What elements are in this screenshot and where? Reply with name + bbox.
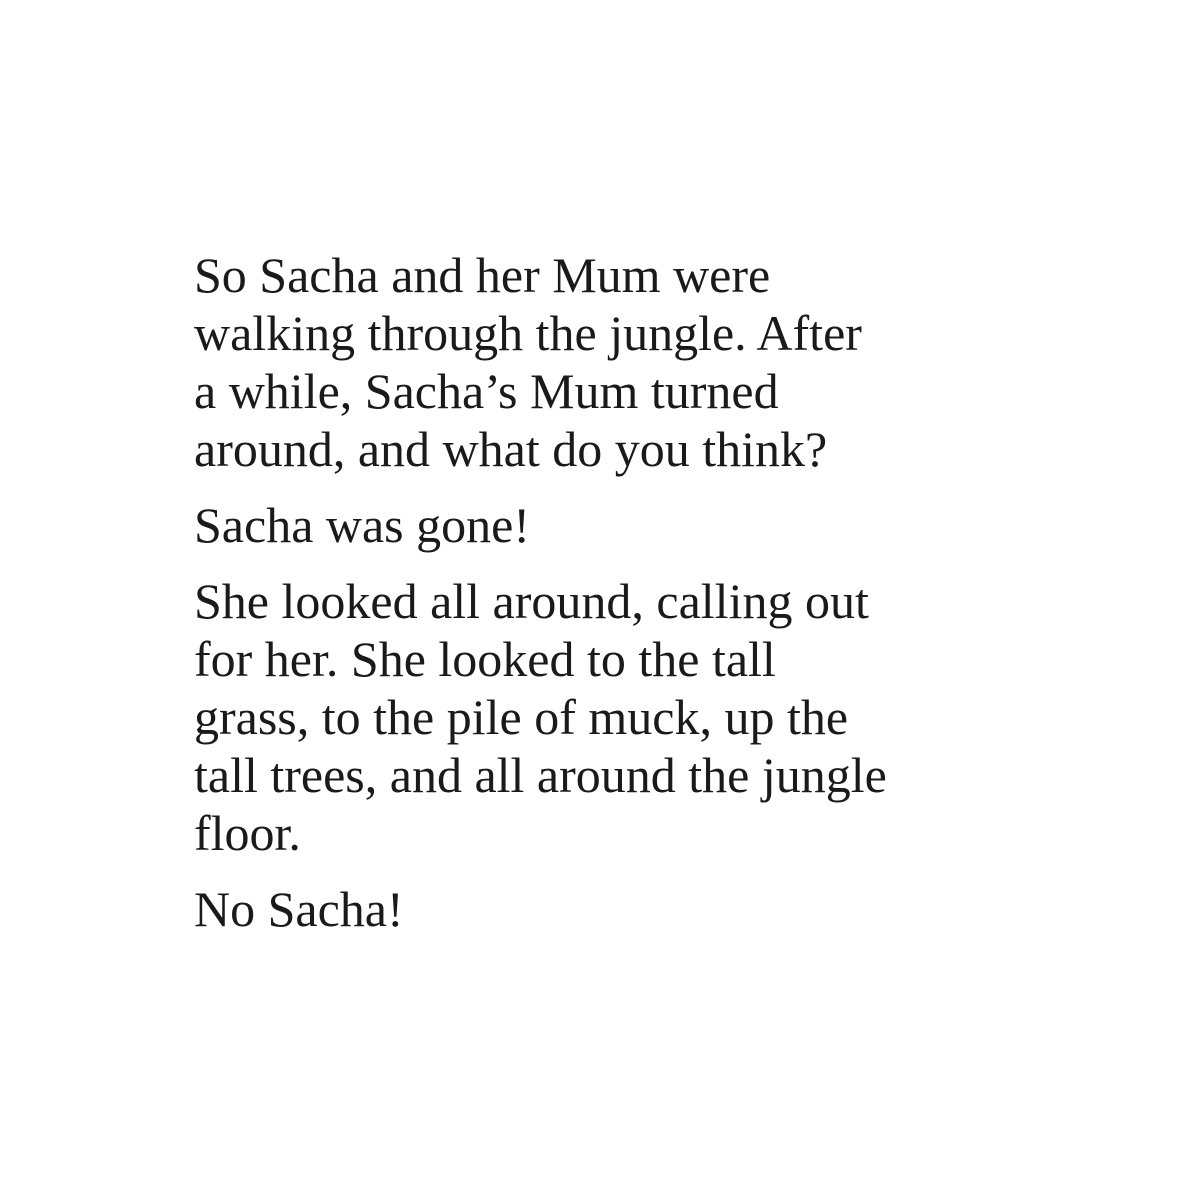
paragraph-1: So Sacha and her Mum were walking through the jungle. After a while, Sacha’s Mum turned around, and what do you think? (194, 247, 862, 477)
paragraph-3: She looked all around, calling out for her. She looked to the tall grass, to the pile of muck, up the tall trees, and all around the jungle floor. (194, 573, 887, 861)
paragraph-4: No Sacha! (194, 881, 404, 937)
story-text (194, 246, 1094, 956)
paragraph-2: Sacha was gone! (194, 497, 530, 553)
